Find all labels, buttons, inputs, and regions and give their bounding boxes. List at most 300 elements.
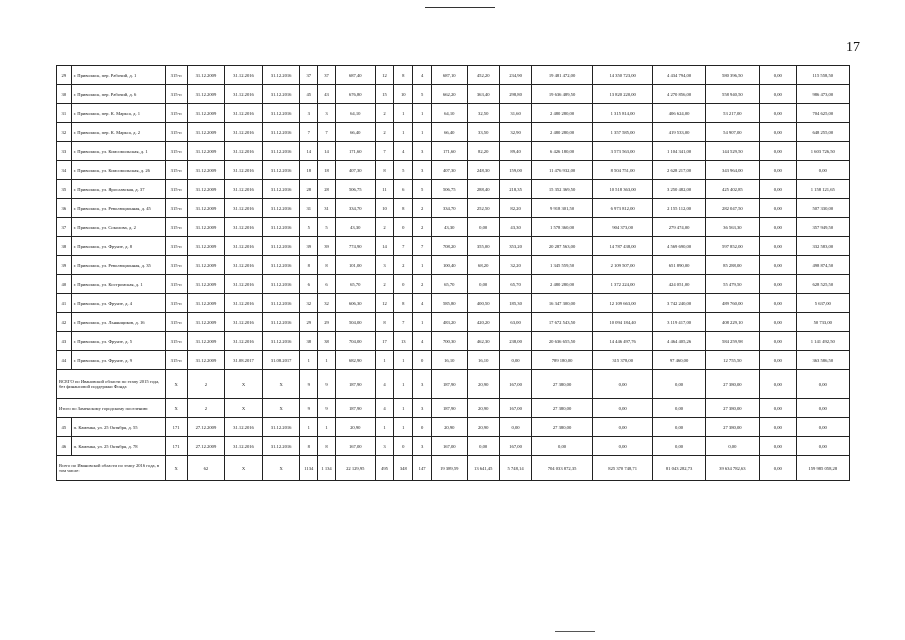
table-cell: 651 890,00 xyxy=(653,256,705,275)
table-cell: 597 852,00 xyxy=(705,237,759,256)
table-cell: 504,00 xyxy=(335,313,375,332)
table-cell: 171 xyxy=(165,437,187,456)
table-cell: 419 533,00 xyxy=(653,123,705,142)
table-cell: 39 xyxy=(300,237,318,256)
table-cell: 218,35 xyxy=(499,180,531,199)
table-cell: 4 569 690,00 xyxy=(653,237,705,256)
table-cell: 37 xyxy=(300,66,318,85)
table-cell: 11 476 932,00 xyxy=(532,161,593,180)
table-cell: 14 787 438,00 xyxy=(592,237,653,256)
summary-label: Всего по Ивановской области по этапу 2016 года, в том числе: xyxy=(57,456,166,481)
table-cell: 0,00 xyxy=(760,123,797,142)
table-cell: 315-п xyxy=(165,66,187,85)
table-cell: 31.12.2016 xyxy=(225,437,263,456)
table-cell: 20,90 xyxy=(432,418,468,437)
table-cell: 31.12.2009 xyxy=(187,332,225,351)
table-cell: 315-п xyxy=(165,256,187,275)
table-cell: 2 xyxy=(375,123,394,142)
table-cell: 36 xyxy=(57,199,72,218)
table-cell: 10 518 363,00 xyxy=(592,180,653,199)
table-cell: 1 xyxy=(394,370,413,399)
address-cell: г. Приволжск, ул. Комсомольская, д. 1 xyxy=(71,142,165,161)
table-row xyxy=(57,199,850,218)
table-cell: 43,30 xyxy=(335,218,375,237)
table-cell: 31.08.2017 xyxy=(262,351,300,370)
address-cell: г. Приволжск, ул. Революционная, д. 45 xyxy=(71,199,165,218)
table-cell: X xyxy=(262,370,300,399)
table-cell: 580 396,50 xyxy=(705,66,759,85)
address-cell: г. Приволжск, ул. Соколова, д. 2 xyxy=(71,218,165,237)
table-cell: 353,20 xyxy=(499,237,531,256)
table-cell: 585,80 xyxy=(432,294,468,313)
table-cell: 2 xyxy=(187,399,225,418)
table-cell: 31.12.2016 xyxy=(262,418,300,437)
table-cell: 5 xyxy=(413,85,432,104)
table-cell: 315-п xyxy=(165,161,187,180)
table-row xyxy=(57,332,850,351)
table-cell: X xyxy=(225,399,263,418)
table-cell: 5 xyxy=(300,218,318,237)
table-cell: 506,75 xyxy=(335,180,375,199)
table-cell: 0,00 xyxy=(796,161,849,180)
table-cell: 82,20 xyxy=(467,142,499,161)
table-cell: 29 xyxy=(300,313,318,332)
table-cell: 606,30 xyxy=(335,294,375,313)
address-cell: г. Приволжск, ул. Ярославская, д. 37 xyxy=(71,180,165,199)
table-cell: 1 xyxy=(394,351,413,370)
table-cell: 662,20 xyxy=(432,85,468,104)
table-cell: 39 xyxy=(57,256,72,275)
table-cell: 10 094 184,40 xyxy=(592,313,653,332)
table-cell: 31.12.2009 xyxy=(187,104,225,123)
table-cell: 495 xyxy=(375,456,394,481)
page-number: 17 xyxy=(846,40,860,55)
table-cell: 12 xyxy=(375,294,394,313)
table-row xyxy=(57,161,850,180)
table-cell: 789 180,00 xyxy=(532,351,593,370)
table-cell: 687,40 xyxy=(335,66,375,85)
table-cell: 32 xyxy=(318,294,336,313)
table-cell: 0,00 xyxy=(760,104,797,123)
table-cell: 5 637,00 xyxy=(796,294,849,313)
table-cell: 315-п xyxy=(165,294,187,313)
table-cell: 187,90 xyxy=(432,370,468,399)
table-cell: 31.12.2009 xyxy=(187,199,225,218)
table-cell: 41 xyxy=(57,294,72,313)
table-cell: 682,90 xyxy=(335,351,375,370)
table-cell: 20,90 xyxy=(335,418,375,437)
table-cell: 628 525,50 xyxy=(796,275,849,294)
table-cell: 2 xyxy=(413,275,432,294)
address-cell: г. Приволжск, ул. Комсомольская, д. 26 xyxy=(71,161,165,180)
table-cell: 3 250 482,00 xyxy=(653,180,705,199)
table-cell: 32,90 xyxy=(499,123,531,142)
table-cell: 18 xyxy=(318,161,336,180)
table-cell: 1 xyxy=(394,418,413,437)
table-cell: 82,20 xyxy=(499,199,531,218)
table-cell: 39 xyxy=(318,237,336,256)
table-cell: 31.12.2016 xyxy=(262,237,300,256)
table-cell: 31.12.2016 xyxy=(225,237,263,256)
table-cell: 1 xyxy=(318,418,336,437)
table-cell: 1 578 360,00 xyxy=(532,218,593,237)
table-cell: 31.12.2016 xyxy=(262,256,300,275)
table-cell: 15 352 369,50 xyxy=(532,180,593,199)
table-cell: 407,30 xyxy=(335,161,375,180)
table-cell: 315-п xyxy=(165,85,187,104)
table-cell: 167,00 xyxy=(499,370,531,399)
table-cell: 16,10 xyxy=(432,351,468,370)
table-cell: 14 xyxy=(318,142,336,161)
table-cell: 4 270 856,00 xyxy=(653,85,705,104)
table-cell: 363,40 xyxy=(467,85,499,104)
table-cell: 357 949,50 xyxy=(796,218,849,237)
address-cell: г. Приволжск, пер. К. Маркса, д. 2 xyxy=(71,123,165,142)
table-cell: 187,90 xyxy=(335,370,375,399)
table-cell: 704 033 872,35 xyxy=(532,456,593,481)
table-cell: 171,60 xyxy=(432,142,468,161)
table-cell: 167,00 xyxy=(499,437,531,456)
table-cell: 406 624,00 xyxy=(653,104,705,123)
table-cell: 0,00 xyxy=(760,237,797,256)
table-cell: 7 xyxy=(300,123,318,142)
table-row xyxy=(57,313,850,332)
table-row xyxy=(57,437,850,456)
table-cell: 507 330,00 xyxy=(796,199,849,218)
table-cell: 676,80 xyxy=(335,85,375,104)
table-cell: 315-п xyxy=(165,332,187,351)
table-cell: X xyxy=(262,399,300,418)
table-row xyxy=(57,237,850,256)
table-cell: 238,00 xyxy=(499,332,531,351)
table-cell: 4 xyxy=(375,399,394,418)
table-cell: 14 xyxy=(300,142,318,161)
table-cell: 39 634 782,63 xyxy=(705,456,759,481)
table-cell: 298,80 xyxy=(499,85,531,104)
table-cell: 159,00 xyxy=(499,161,531,180)
table-cell: 64,10 xyxy=(335,104,375,123)
table-cell: 31.12.2016 xyxy=(225,66,263,85)
table-cell: 2 480 280,00 xyxy=(532,123,593,142)
table-row xyxy=(57,351,850,370)
table-cell: 3 xyxy=(413,399,432,418)
table-cell: 31.12.2009 xyxy=(187,256,225,275)
table-cell: 34 xyxy=(57,161,72,180)
table-cell: 101,00 xyxy=(335,256,375,275)
table-cell: 0,00 xyxy=(499,351,531,370)
table-cell: 6 xyxy=(300,275,318,294)
table-cell: 506,75 xyxy=(432,180,468,199)
table-cell: 27 380,00 xyxy=(532,399,593,418)
table-cell: 3 119 417,00 xyxy=(653,313,705,332)
table-row xyxy=(57,66,850,85)
table-cell: 31.12.2009 xyxy=(187,218,225,237)
table-cell: 7 xyxy=(413,237,432,256)
table-cell: 2 xyxy=(413,199,432,218)
table-cell: 2 480 280,00 xyxy=(532,104,593,123)
table-cell: 0,00 xyxy=(592,399,653,418)
table-cell: 1134 xyxy=(300,456,318,481)
table-cell: 31.12.2016 xyxy=(262,66,300,85)
table-cell: 31.12.2016 xyxy=(262,142,300,161)
table-cell: 31.12.2009 xyxy=(187,180,225,199)
table-cell: 171,60 xyxy=(335,142,375,161)
table-cell: 452,20 xyxy=(467,66,499,85)
table-cell: 5 xyxy=(318,218,336,237)
table-cell: 187,90 xyxy=(335,399,375,418)
table-cell: 31.12.2016 xyxy=(262,199,300,218)
table-cell: 420,20 xyxy=(467,313,499,332)
table-cell: 38 xyxy=(300,332,318,351)
table-cell: 7 xyxy=(318,123,336,142)
table-cell: 85 288,00 xyxy=(705,256,759,275)
table-cell: 2 480 280,00 xyxy=(532,275,593,294)
table-cell: 32 xyxy=(57,123,72,142)
table-cell: 22 129,95 xyxy=(335,456,375,481)
address-cell: п. Каменка, ул. 25 Октября, д. 78 xyxy=(71,437,165,456)
table-cell: 8 xyxy=(394,199,413,218)
table-cell: 4 xyxy=(394,142,413,161)
table-cell: 19 389,59 xyxy=(432,456,468,481)
table-cell: 8 xyxy=(300,256,318,275)
table-cell: 8 xyxy=(318,437,336,456)
table-cell: 407,30 xyxy=(432,161,468,180)
table-cell: 43,30 xyxy=(432,218,468,237)
table-cell: 2 xyxy=(375,218,394,237)
table-cell: 3 xyxy=(375,437,394,456)
table-cell: 31.12.2016 xyxy=(262,104,300,123)
table-cell: 31.12.2009 xyxy=(187,294,225,313)
summary-row xyxy=(57,370,850,399)
table-cell: 65,70 xyxy=(432,275,468,294)
table-cell: 6 973 812,00 xyxy=(592,199,653,218)
table-cell: 65,70 xyxy=(335,275,375,294)
table-cell: 12 109 663,00 xyxy=(592,294,653,313)
table-cell: 27 380,00 xyxy=(532,370,593,399)
table-cell: 27 380,00 xyxy=(705,418,759,437)
top-rule xyxy=(425,7,495,8)
table-cell: 1 xyxy=(375,418,394,437)
table-cell: 38 xyxy=(57,237,72,256)
table-cell: 5 xyxy=(413,180,432,199)
table-cell: 4 xyxy=(413,294,432,313)
table-cell: 558 940,50 xyxy=(705,85,759,104)
table-cell: 6 xyxy=(318,275,336,294)
table-cell: 46 xyxy=(57,437,72,456)
table-cell: 424 051,00 xyxy=(653,275,705,294)
table-cell: 0,00 xyxy=(760,142,797,161)
table-row xyxy=(57,123,850,142)
table-cell: 185,30 xyxy=(499,294,531,313)
table-cell: 0 xyxy=(413,418,432,437)
table-cell: 27.12.2009 xyxy=(187,437,225,456)
table-cell: 0,00 xyxy=(760,275,797,294)
table-cell: 31.12.2016 xyxy=(262,161,300,180)
table-cell: 0 xyxy=(394,218,413,237)
table-cell: 0,00 xyxy=(760,399,797,418)
table-cell: 31.12.2016 xyxy=(225,142,263,161)
table-cell: 17 672 543,50 xyxy=(532,313,593,332)
table-cell: 31 xyxy=(57,104,72,123)
address-cell: г. Приволжск, ул. Фрунзе, д. 9 xyxy=(71,351,165,370)
table-cell: 315-п xyxy=(165,313,187,332)
table-cell: 2 xyxy=(375,275,394,294)
table-cell: 1 141 492,50 xyxy=(796,332,849,351)
table-cell: X xyxy=(225,456,263,481)
table-cell: 66,40 xyxy=(432,123,468,142)
table-cell: 0,00 xyxy=(760,161,797,180)
table-cell: 31.12.2009 xyxy=(187,237,225,256)
table-cell: 0,00 xyxy=(760,351,797,370)
table-cell: 159 985 058,28 xyxy=(796,456,849,481)
table-cell: 1 104 341,00 xyxy=(653,142,705,161)
table-cell: 62 xyxy=(187,456,225,481)
table-cell: 0 xyxy=(413,351,432,370)
table-cell: 315-п xyxy=(165,142,187,161)
table-cell: 2 155 112,00 xyxy=(653,199,705,218)
table-cell: 31.12.2009 xyxy=(187,66,225,85)
table-cell: 9 918 301,50 xyxy=(532,199,593,218)
table-row xyxy=(57,85,850,104)
table-cell: 687,10 xyxy=(432,66,468,85)
table-cell: 1 xyxy=(413,104,432,123)
table-cell: 2 xyxy=(413,218,432,237)
table-cell: 12 755,50 xyxy=(705,351,759,370)
table-cell: 483,20 xyxy=(432,313,468,332)
table-cell: 8 xyxy=(375,161,394,180)
table-cell: 14 350 723,00 xyxy=(592,66,653,85)
table-cell: 29 xyxy=(57,66,72,85)
address-cell: г. Приволжск, пер. Рабочий, д. 1 xyxy=(71,66,165,85)
address-cell: г. Приволжск, ул. Фрунзе, д. 4 xyxy=(71,294,165,313)
table-cell: 19 636 489,50 xyxy=(532,85,593,104)
table-cell: 65,70 xyxy=(499,275,531,294)
table-cell: 1 xyxy=(413,123,432,142)
table-cell: 29 xyxy=(318,313,336,332)
table-cell: 0,00 xyxy=(760,313,797,332)
table-cell: 986 473,00 xyxy=(796,85,849,104)
table-cell: 355,00 xyxy=(467,237,499,256)
table-cell: 400,50 xyxy=(467,294,499,313)
table-cell: 66,40 xyxy=(335,123,375,142)
table-cell: 0 xyxy=(394,275,413,294)
housing-relocation-table xyxy=(56,65,850,481)
table-cell: 0,00 xyxy=(532,437,593,456)
table-cell: 31.12.2016 xyxy=(225,199,263,218)
table-cell: 28 xyxy=(300,180,318,199)
table-cell: 31.12.2016 xyxy=(262,275,300,294)
table-cell: 4 464 405,26 xyxy=(653,332,705,351)
table-cell: 31.12.2009 xyxy=(187,85,225,104)
table-cell: 81 043 282,73 xyxy=(653,456,705,481)
table-cell: 42 xyxy=(57,313,72,332)
table-cell: 171 xyxy=(165,418,187,437)
table-cell: 315-п xyxy=(165,123,187,142)
table-row xyxy=(57,418,850,437)
table-cell: 1 xyxy=(394,104,413,123)
address-cell: г. Приволжск, ул. Фрунзе, д. 5 xyxy=(71,332,165,351)
table-cell: 20,90 xyxy=(467,370,499,399)
address-cell: г. Приволжск, ул. Костромская, д. 1 xyxy=(71,275,165,294)
address-cell: г. Приволжск, ул. Фрунзе, д. 8 xyxy=(71,237,165,256)
table-cell: 0,00 xyxy=(499,418,531,437)
table-cell: 1 345 559,50 xyxy=(532,256,593,275)
table-cell: 11 xyxy=(375,180,394,199)
table-cell: 167,00 xyxy=(432,437,468,456)
table-row xyxy=(57,180,850,199)
table-cell: 27 380,00 xyxy=(705,399,759,418)
table-cell: 0,00 xyxy=(592,370,653,399)
table-cell: 1 xyxy=(413,313,432,332)
table-cell: 43,30 xyxy=(499,218,531,237)
table-cell: 20 287 563,00 xyxy=(532,237,593,256)
table-row xyxy=(57,294,850,313)
table-cell: 0,00 xyxy=(760,199,797,218)
table-cell: 31.12.2016 xyxy=(262,85,300,104)
table-cell: 31.08.2017 xyxy=(225,351,263,370)
table-cell: X xyxy=(165,370,187,399)
table-cell: 315-п xyxy=(165,275,187,294)
table-cell: 13 xyxy=(394,332,413,351)
table-cell: 315-п xyxy=(165,199,187,218)
table-cell: 89,40 xyxy=(499,142,531,161)
table-cell: 31.12.2016 xyxy=(262,437,300,456)
table-cell: 97 460,00 xyxy=(653,351,705,370)
table-cell: 0,00 xyxy=(592,418,653,437)
table-cell: 3 xyxy=(413,370,432,399)
table-cell: 462,30 xyxy=(467,332,499,351)
table-cell: 0,00 xyxy=(653,437,705,456)
table-cell: 234,90 xyxy=(499,66,531,85)
table-cell: X xyxy=(262,456,300,481)
table-cell: 825 370 748,71 xyxy=(592,456,653,481)
table-cell: 32 xyxy=(300,294,318,313)
table-cell: 288,40 xyxy=(467,180,499,199)
table-cell: 8 xyxy=(394,294,413,313)
table-cell: 0,00 xyxy=(760,66,797,85)
address-cell: г. Приволжск, пер. Рабочий, д. 6 xyxy=(71,85,165,104)
table-cell: 0,00 xyxy=(705,437,759,456)
table-cell: 4 xyxy=(375,370,394,399)
table-cell: 37 xyxy=(318,66,336,85)
table-cell: 6 426 180,00 xyxy=(532,142,593,161)
table-cell: 30 xyxy=(57,85,72,104)
table-cell: 1 xyxy=(300,418,318,437)
table-cell: 20,90 xyxy=(467,418,499,437)
table-cell: 363 586,50 xyxy=(796,351,849,370)
table-cell: 7 xyxy=(375,142,394,161)
table-cell: 704,00 xyxy=(335,332,375,351)
table-cell: 1 xyxy=(300,351,318,370)
table-cell: 33 xyxy=(57,142,72,161)
table-cell: 0,00 xyxy=(760,456,797,481)
table-cell: 4 xyxy=(413,66,432,85)
table-cell: 31.12.2016 xyxy=(225,275,263,294)
table-cell: 10 xyxy=(394,85,413,104)
table-cell: 32,50 xyxy=(467,104,499,123)
table-cell: 31.12.2016 xyxy=(225,332,263,351)
table-cell: 50 733,00 xyxy=(796,313,849,332)
table-cell: 0,00 xyxy=(653,399,705,418)
table-cell: 31.12.2016 xyxy=(262,294,300,313)
table-cell: 3 xyxy=(413,161,432,180)
table-cell: 4 xyxy=(413,332,432,351)
table-cell: 147 xyxy=(413,456,432,481)
table-cell: 38 xyxy=(318,332,336,351)
table-cell: 343 964,00 xyxy=(705,161,759,180)
table-cell: 2 109 507,00 xyxy=(592,256,653,275)
table-cell: 31.12.2009 xyxy=(187,313,225,332)
